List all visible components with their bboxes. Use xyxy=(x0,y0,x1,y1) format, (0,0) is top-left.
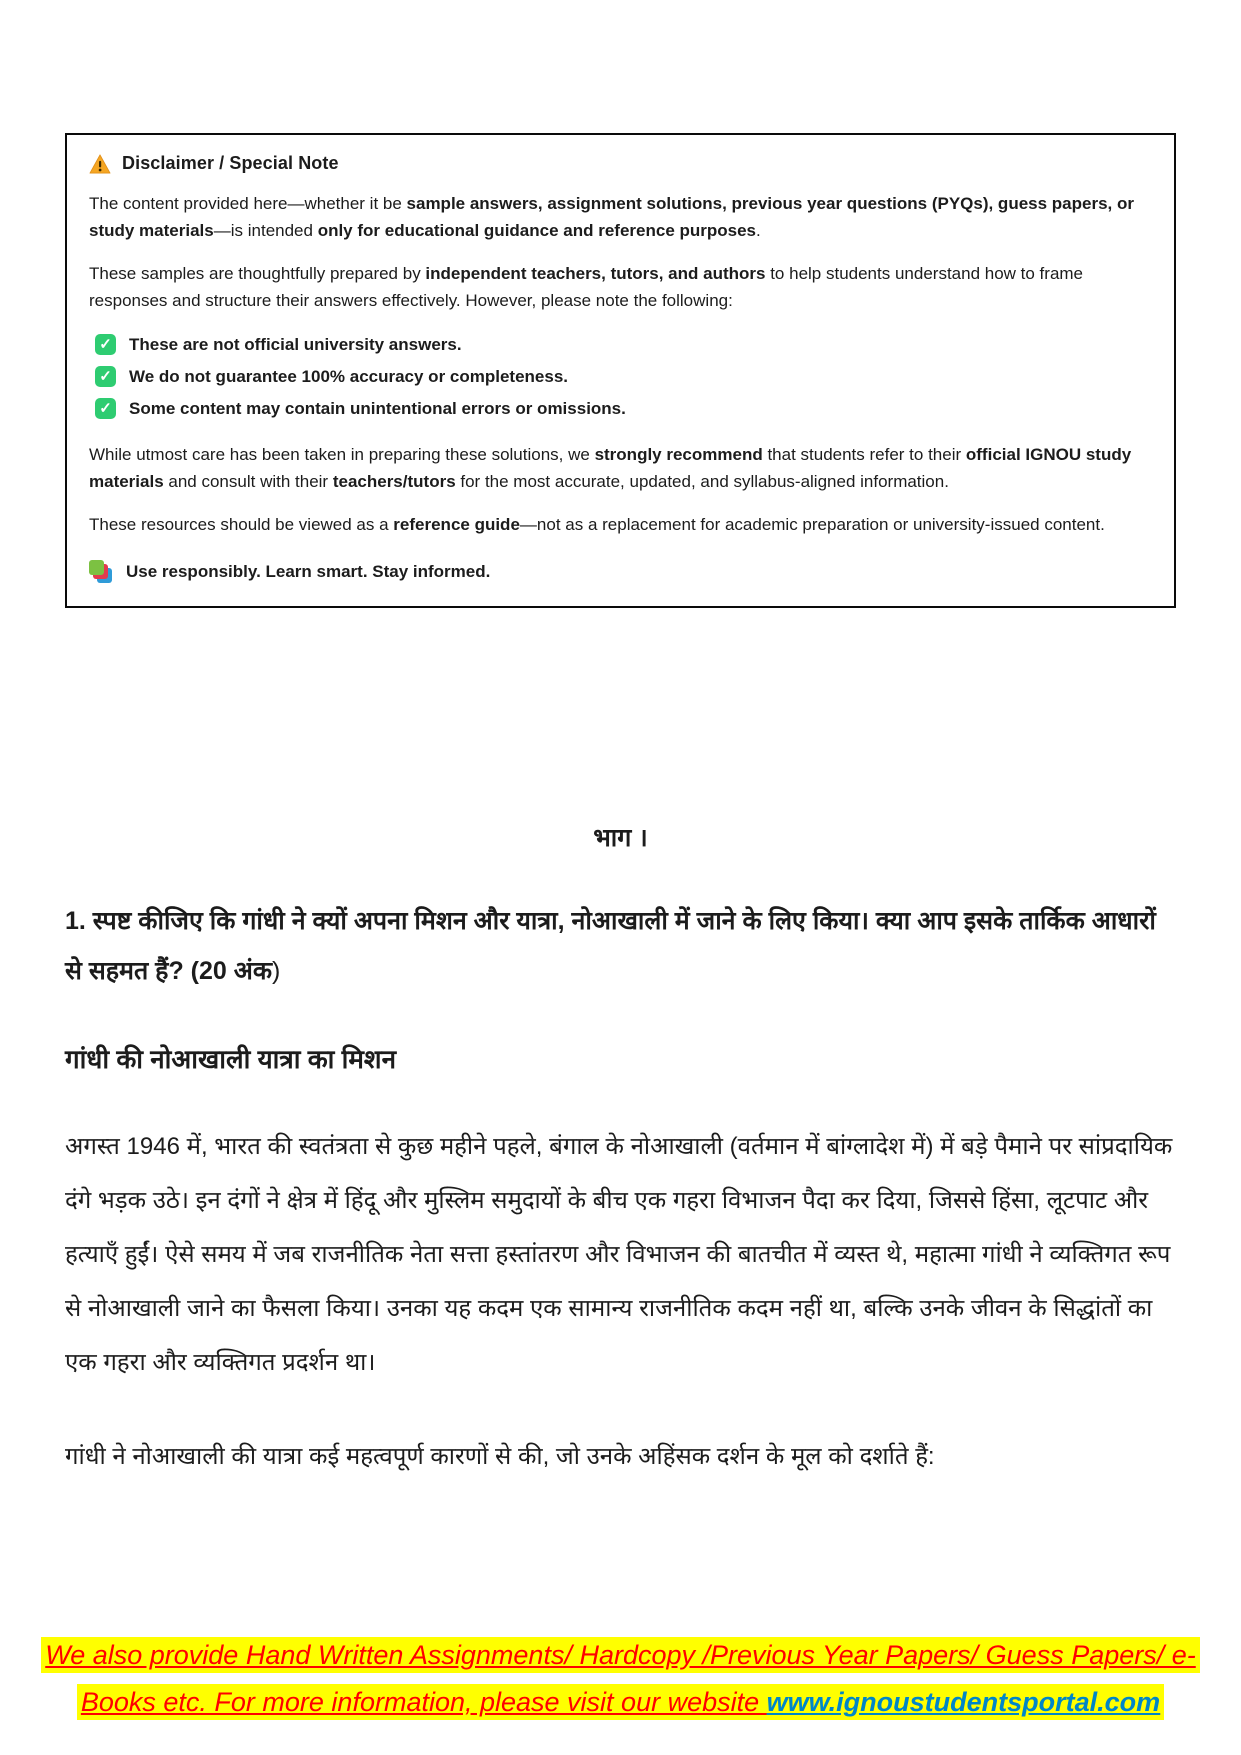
footer-text-1: We also provide Hand Written Assignments/ Hardcopy /Previous Year Papers/ Guess Papers/ e- xyxy=(45,1640,1196,1670)
disclaimer-title: Disclaimer / Special Note xyxy=(122,153,339,173)
website-link[interactable]: www.ignoustudentsportal.com xyxy=(766,1687,1161,1717)
checklist-item-label: Some content may contain unintentional errors or omissions. xyxy=(129,398,626,418)
disclaimer-title-row xyxy=(89,153,1148,174)
footer-text-2: Books etc. For more information, please visit our website xyxy=(80,1687,767,1717)
disclaimer-paragraph-3: While utmost care has been taken in preparing these solutions, we strongly recommend that students refer to their official IGNOU study materials and consult with their teachers/tutors for the most accurate, updated, and syllabus-aligned information. xyxy=(89,445,1132,491)
checklist-item xyxy=(95,398,1148,419)
usage-note-label: Use responsibly. Learn smart. Stay informed. xyxy=(126,562,491,581)
books-icon xyxy=(89,560,113,584)
section-heading: गांधी की नोआखाली यात्रा का मिशन xyxy=(65,1044,397,1074)
disclaimer-box xyxy=(65,133,1176,608)
main-content xyxy=(65,820,1176,1524)
disclaimer-paragraph-4: These resources should be viewed as a reference guide—not as a replacement for academic preparation or university-issued content. xyxy=(89,515,1105,534)
check-icon: ✓ xyxy=(95,334,116,355)
disclaimer-paragraph-2: These samples are thoughtfully prepared by independent teachers, tutors, and authors to help students understand how to frame responses and structure their answers effectively. However, please note the following: xyxy=(89,264,1084,310)
warning-icon xyxy=(89,154,111,174)
question-text: 1. स्पष्ट कीजिए कि गांधी ने क्यों अपना मिशन और यात्रा, नोआखाली में जाने के लिए किया। क्या आप इसके तार्किक आधारों से सहमत हैं? (20 अंक) xyxy=(65,907,1156,985)
footer-line-1 xyxy=(41,1637,1200,1673)
part-label: भाग । xyxy=(593,824,648,852)
usage-note-row xyxy=(89,560,1148,584)
checklist-item xyxy=(95,334,1148,355)
footer-line-2 xyxy=(77,1684,1164,1720)
footer-banner xyxy=(40,1632,1201,1726)
checklist-item-label: These are not official university answers. xyxy=(129,334,462,354)
body-paragraph-1: अगस्त 1946 में, भारत की स्वतंत्रता से कुछ महीने पहले, बंगाल के नोआखाली (वर्तमान में बांग्लादेश में) में बड़े पैमाने पर सांप्रदायिक दंगे भड़क उठे। इन दंगों ने क्षेत्र में हिंदू और मुस्लिम समुदायों के बीच एक गहरा विभाजन पैदा कर दिया, जिससे हिंसा, लूटपाट और हत्याएँ हुईं। ऐसे समय में जब राजनीतिक नेता सत्ता हस्तांतरण और विभाजन की बातचीत में व्यस्त थे, महात्मा गांधी ने व्यक्तिगत रूप से नोआखाली जाने का फैसला किया। उनका यह कदम एक सामान्य राजनीतिक कदम नहीं था, बल्कि उनके जीवन के सिद्धांतों का एक गहरा और व्यक्तिगत प्रदर्शन था। xyxy=(65,1133,1173,1376)
body-paragraph-2: गांधी ने नोआखाली की यात्रा कई महत्वपूर्ण कारणों से की, जो उनके अहिंसक दर्शन के मूल को दर्शाते हैं: xyxy=(65,1443,935,1470)
disclaimer-checklist xyxy=(95,334,1148,419)
check-icon: ✓ xyxy=(95,398,116,419)
check-icon: ✓ xyxy=(95,366,116,387)
disclaimer-paragraph-1: The content provided here—whether it be sample answers, assignment solutions, previous year questions (PYQs), guess papers, or study materials—is intended only for educational guidance and reference purposes. xyxy=(89,194,1134,240)
checklist-item xyxy=(95,366,1148,387)
checklist-item-label: We do not guarantee 100% accuracy or completeness. xyxy=(129,366,569,386)
